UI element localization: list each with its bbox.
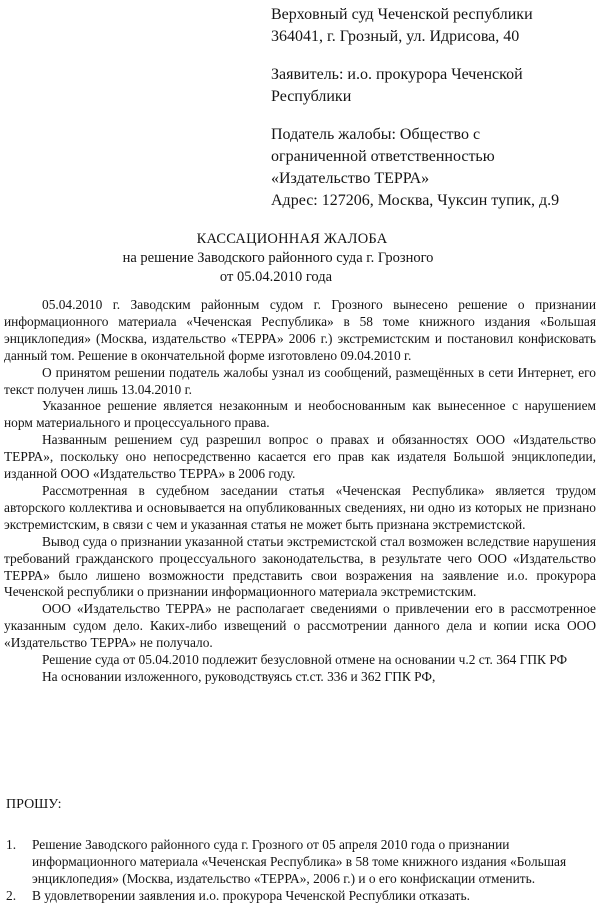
paragraph: Решение суда от 05.04.2010 подлежит безусловной отмене на основании ч.2 ст. 364 ГПК РФ	[42, 652, 568, 668]
paragraph: О принятом решении податель жалобы узнал из сообщений, размещённых в сети Интернет, его текст получен лишь 13.04.2010 г.	[4, 364, 596, 397]
document-body	[4, 297, 596, 686]
request-number: 2.	[6, 888, 17, 903]
document-subtitle: на решение Заводского районного суда г. Грозного	[122, 250, 434, 266]
paragraph: Указанное решение является незаконным и необоснованным как вынесенное с нарушением норм материального и процессуального права.	[4, 398, 596, 431]
document-title	[0, 230, 600, 287]
applicant-line: Республики	[271, 88, 352, 105]
paragraph: Рассмотренная в судебном заседании статья «Чеченская Республика» является трудом авторского коллектива и основывается на опубликованных сведениях, ни одно из которых не признано экстремистским, в связи с чем и указанная статья не может быть признана экстремистской.	[4, 482, 596, 532]
court-address-block	[271, 4, 596, 48]
appellant-line: Податель жалобы: Общество с	[271, 126, 481, 143]
appellant-line: «Издательство ТЕРРА»	[271, 170, 430, 187]
document-date: от 05.04.2010 года	[219, 269, 333, 285]
paragraph: На основании изложенного, руководствуясь ст.ст. 336 и 362 ГПК РФ,	[42, 668, 436, 684]
request-item	[6, 887, 594, 904]
applicant-line: Заявитель: и.о. прокурора Чеченской	[271, 66, 523, 83]
request-heading: ПРОШУ:	[6, 797, 62, 812]
paragraph: 05.04.2010 г. Заводским районным судом г. Грозного вынесено решение о признании информационного материала «Чеченская Республика» в 58 томе книжного издания «Большая энциклопедия» (Москва, издательство «ТЕРРА» 2006 г.) экстремистским и постановил конфисковать данный том. Решение в окончательной форме изготовлено 09.04.2010 г.	[4, 297, 596, 363]
paragraph: ООО «Издательство ТЕРРА» не располагает сведениями о привлечении его в рассмотренное указанным судом дело. Каких-либо извещений о рассмотрении данного дела и копии иска ООО «Издательство ТЕРРА» не получало.	[4, 601, 596, 651]
request-item	[6, 836, 594, 887]
request-text: В удовлетворении заявления и.о. прокурора Чеченской Республики отказать.	[32, 888, 470, 903]
paragraph: Названным решением суд разрешил вопрос о правах и обязанностях ООО «Издательство ТЕРРА», поскольку оно непосредственно касается его прав как издателя Большой энциклопедии, изданной ООО «Издательство ТЕРРА» в 2006 году.	[4, 432, 596, 482]
appellant-block	[271, 124, 596, 212]
document-heading: КАССАЦИОННАЯ ЖАЛОБА	[196, 231, 388, 247]
paragraph: Вывод суда о признании указанной статьи экстремистской стал возможен вследствие нарушения требований гражданского процессуального законодательства, в результате чего ООО «Издательство ТЕРРА» было лишено возможности представить свои возражения на заявление и.о. прокурора Чеченской республики о признании информационного материала экстремистским.	[4, 533, 596, 600]
appellant-address: Адрес: 127206, Москва, Чуксин тупик, д.9	[271, 192, 560, 209]
request-number: 1.	[6, 837, 17, 852]
request-text: Решение Заводского районного суда г. Грозного от 05 апреля 2010 года о признании информационного материала «Чеченская Республика» в 58 томе книжного издания «Большая энциклопедия» (Москва, издательство «ТЕРРА», 2006 г.) и о его конфискации отменить.	[32, 837, 567, 886]
request-list	[6, 836, 594, 904]
appellant-line: ограниченной ответственностью	[271, 148, 495, 165]
court-address: 364041, г. Грозный, ул. Идрисова, 40	[271, 28, 520, 45]
applicant-block	[271, 64, 596, 108]
court-name: Верховный суд Чеченской республики	[271, 6, 533, 23]
